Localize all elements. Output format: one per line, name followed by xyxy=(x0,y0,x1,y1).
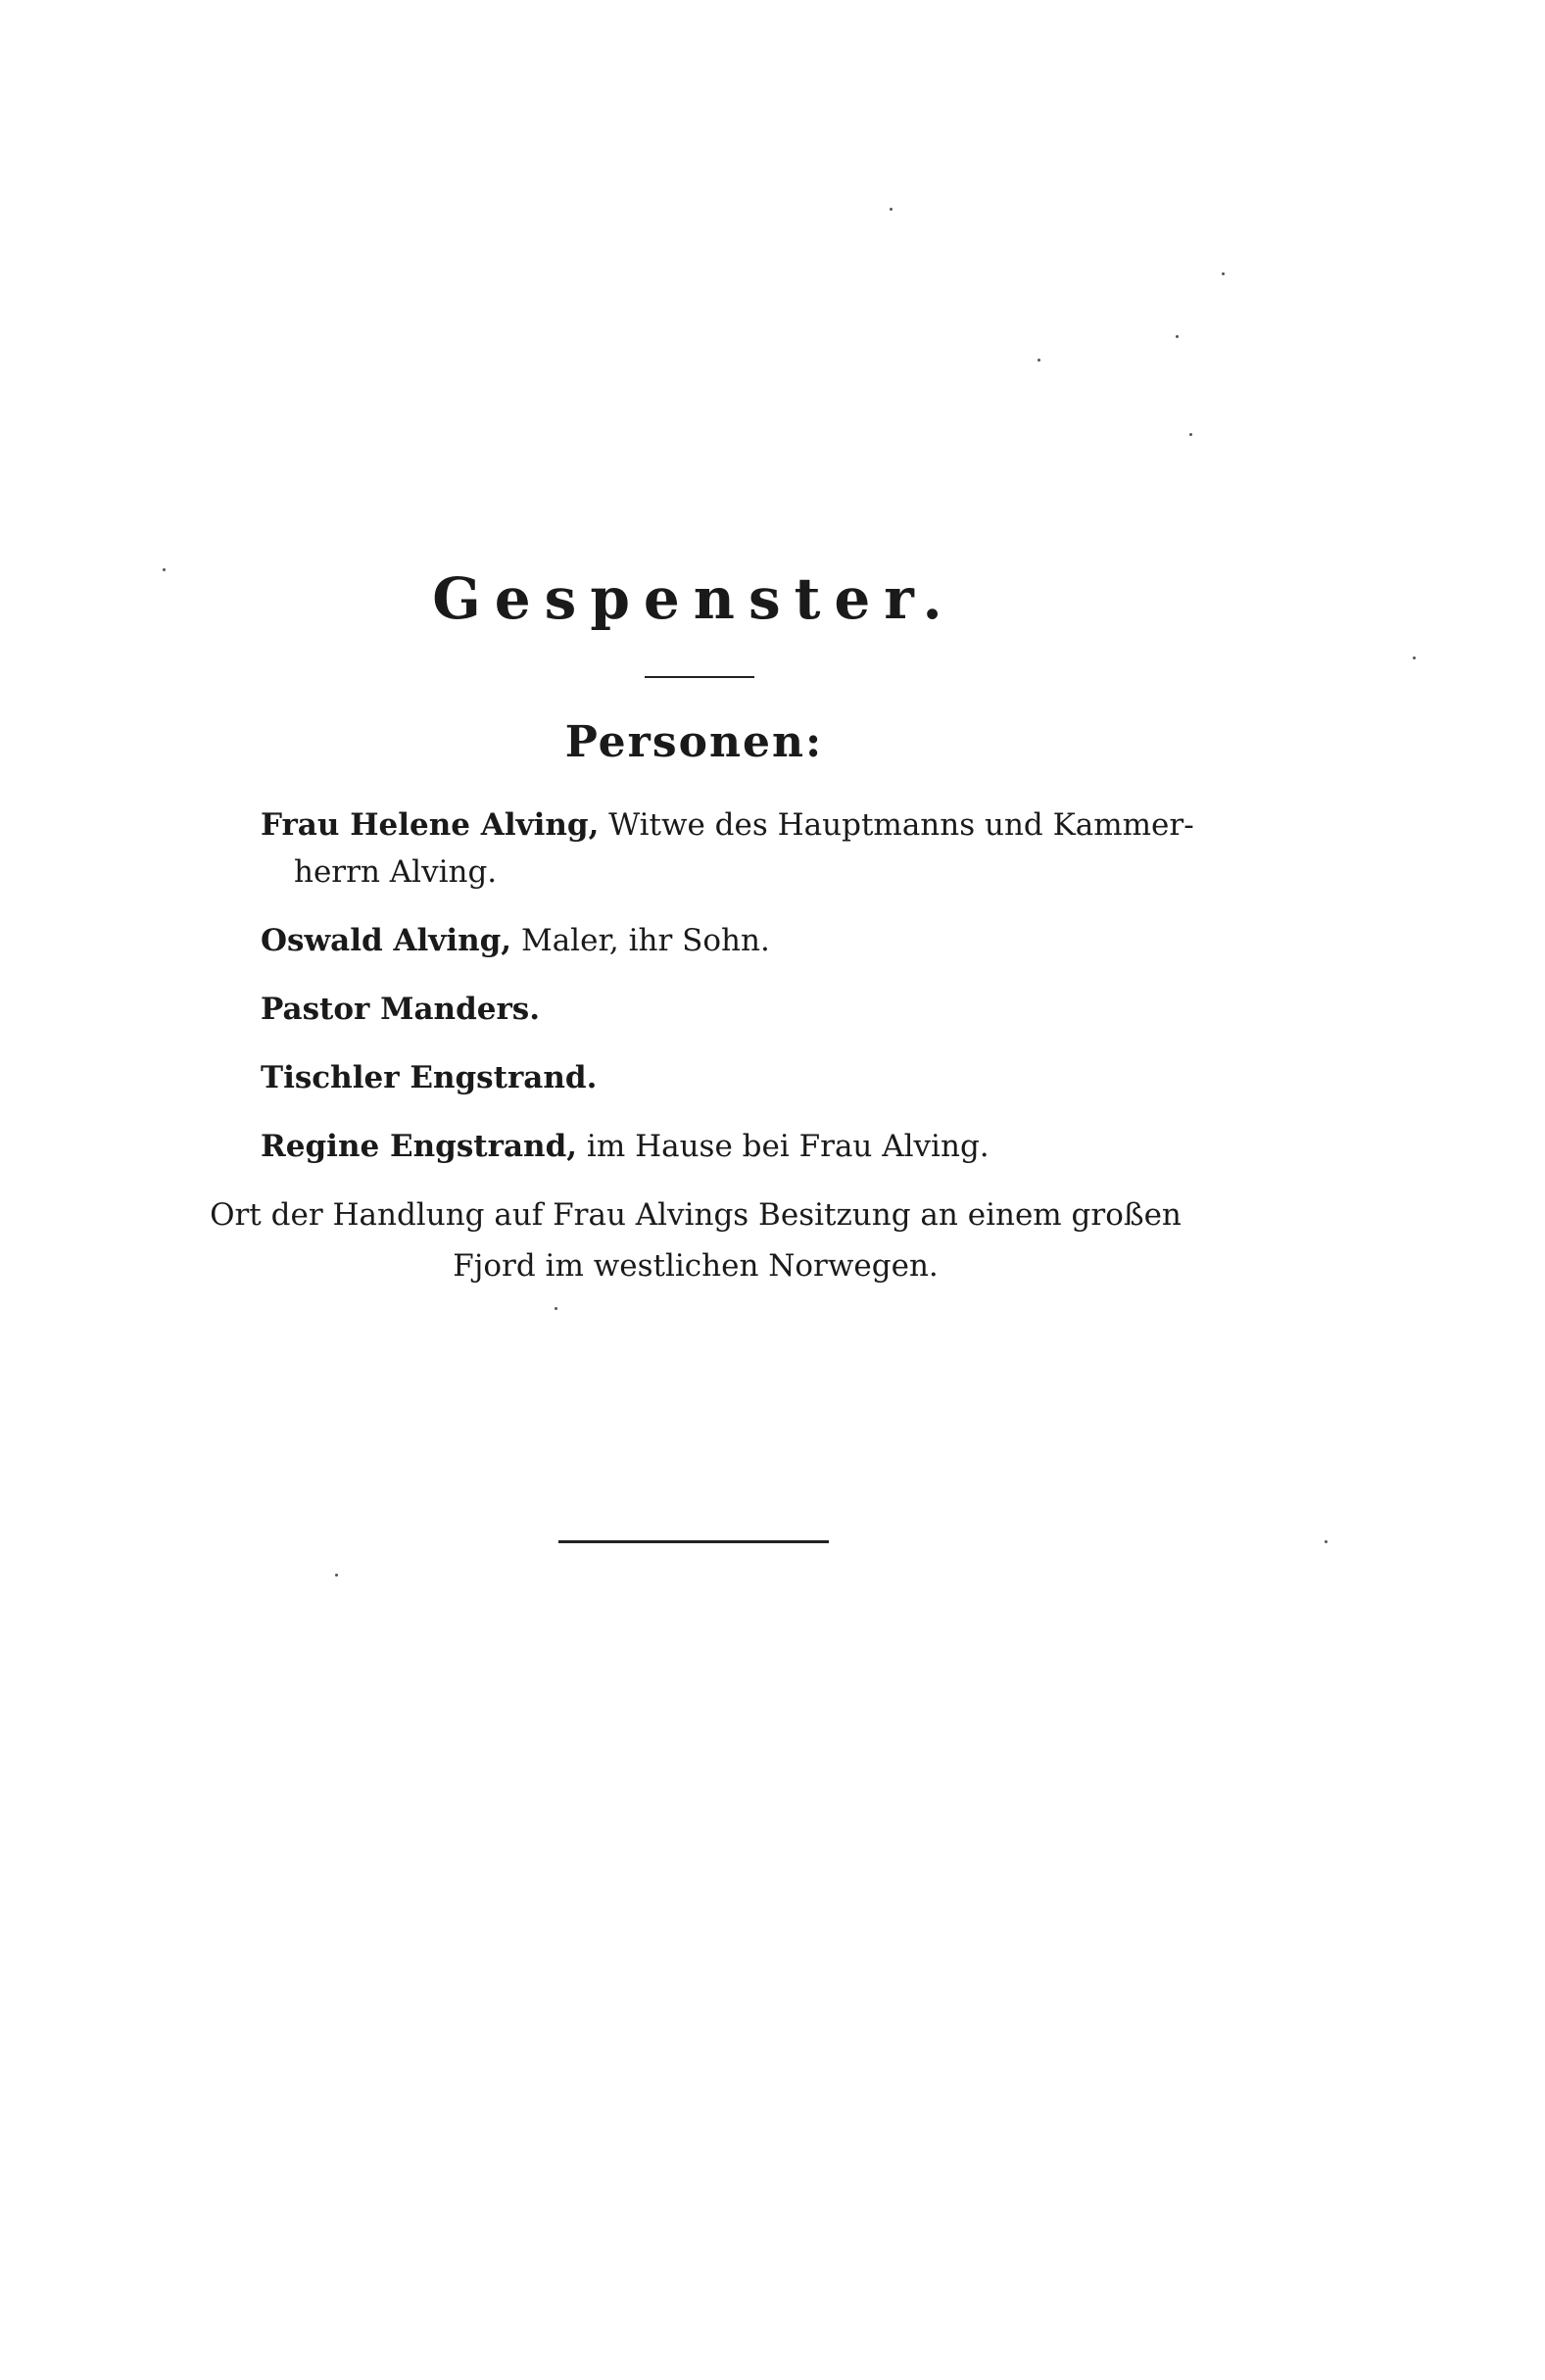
title-divider xyxy=(645,676,754,678)
scan-speck xyxy=(335,1574,338,1577)
cast-description: Maler, ihr Sohn. xyxy=(511,923,770,958)
scan-speck xyxy=(1325,1540,1328,1543)
play-title: Gespenster. xyxy=(432,565,956,632)
scan-speck xyxy=(1222,272,1225,275)
scan-speck xyxy=(1176,335,1179,338)
cast-name: Tischler Engstrand. xyxy=(261,1060,598,1095)
scan-speck xyxy=(1189,433,1192,436)
setting-line: Ort der Handlung auf Frau Alvings Besitzung an einem großen xyxy=(210,1197,1182,1233)
scan-speck xyxy=(555,1307,557,1310)
cast-heading: Personen: xyxy=(564,717,824,767)
cast-entry-oswald-alving xyxy=(261,917,1201,964)
cast-description-continued: herrn Alving. xyxy=(294,854,498,890)
cast-entry-tischler-engstrand xyxy=(261,1054,1201,1101)
cast-name: Oswald Alving, xyxy=(261,923,512,958)
closing-divider xyxy=(558,1540,829,1543)
scan-speck xyxy=(1413,656,1416,659)
cast-description: im Hause bei Frau Alving. xyxy=(577,1129,990,1164)
setting-line: Fjord im westlichen Norwegen. xyxy=(453,1248,939,1284)
cast-name: Pastor Manders. xyxy=(261,992,541,1027)
cast-entry-regine-engstrand xyxy=(261,1123,1201,1170)
cast-entry-helene-alving xyxy=(261,801,1201,896)
scan-speck xyxy=(890,208,893,211)
cast-name: Regine Engstrand, xyxy=(261,1129,578,1164)
setting-note xyxy=(186,1190,1205,1291)
scan-speck xyxy=(163,568,166,571)
cast-name: Frau Helene Alving, xyxy=(261,807,600,843)
cast-description: Witwe des Hauptmanns und Kammer- xyxy=(599,807,1194,843)
cast-list xyxy=(261,801,1201,1191)
cast-entry-pastor-manders xyxy=(261,986,1201,1033)
scan-speck xyxy=(1038,359,1040,362)
